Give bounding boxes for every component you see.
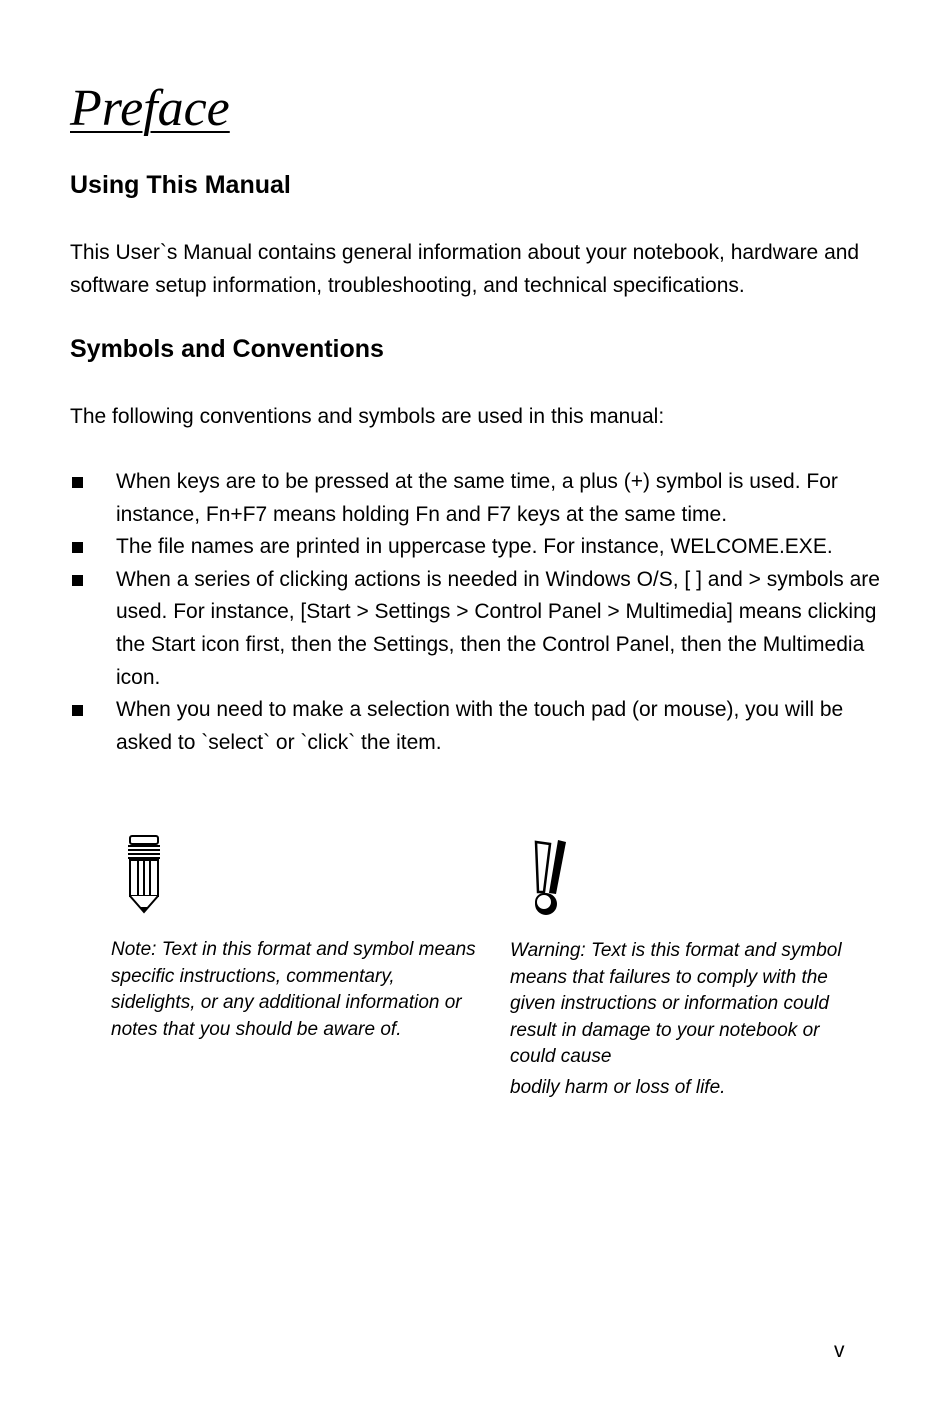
square-bullet-icon	[72, 477, 83, 488]
conventions-list	[70, 466, 880, 759]
page-number: v	[834, 1339, 845, 1362]
section-heading-using-this-manual: Using This Manual	[70, 171, 291, 199]
list-item	[70, 564, 880, 694]
square-bullet-icon	[72, 542, 83, 553]
warning-text-last-line: bodily harm or loss of life.	[510, 1076, 726, 1098]
section-heading-symbols-and-conventions: Symbols and Conventions	[70, 335, 384, 363]
warning-text-main: Warning: Text is this format and symbol means that failures to comply with the given instructions or information could result in damage to your notebook or could cause	[510, 940, 842, 1067]
pencil-icon	[122, 834, 166, 916]
list-item	[70, 694, 880, 759]
conventions-intro-paragraph: The following conventions and symbols are used in this manual:	[70, 405, 665, 428]
list-item-text: When keys are to be pressed at the same time, a plus (+) symbol is used. For instance, Fn+F7 means holding Fn and F7 keys at the same time.	[116, 470, 838, 526]
square-bullet-icon	[72, 575, 83, 586]
list-item	[70, 466, 880, 531]
warning-text	[510, 938, 860, 1101]
list-item-text: The file names are printed in uppercase type. For instance, WELCOME.EXE.	[116, 535, 833, 559]
list-item-text: When a series of clicking actions is needed in Windows O/S, [ ] and > symbols are used. For instance, [Start > Settings > Control Panel > Multimedia] means clicking the Start icon first, then the Settings, then the Control Panel, then the Multimedia icon.	[116, 567, 880, 689]
using-manual-paragraph: This User`s Manual contains general information about your notebook, hardware and software setup information, troubleshooting, and technical specifications.	[70, 241, 860, 297]
list-item	[70, 531, 880, 564]
list-item-text: When you need to make a selection with the touch pad (or mouse), you will be asked to `select` or `click` the item.	[116, 698, 844, 754]
note-text: Note: Text in this format and symbol means specific instructions, commentary, sidelights, or any additional information or notes that you should be aware of.	[111, 939, 476, 1040]
exclamation-icon	[530, 838, 574, 920]
square-bullet-icon	[72, 705, 83, 716]
page-title: Preface	[70, 80, 230, 137]
